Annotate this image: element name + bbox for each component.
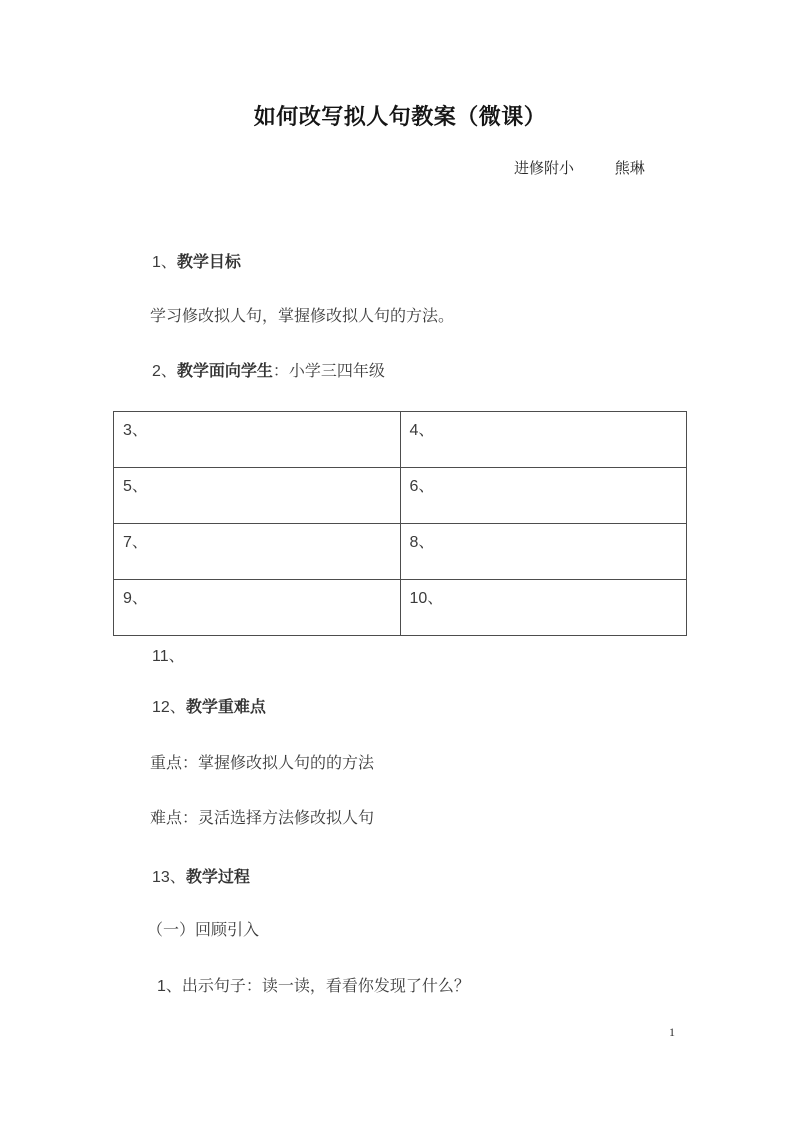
- heading-number: 2、: [152, 363, 177, 380]
- byline-author: 熊琳: [614, 161, 645, 177]
- heading-rest: ：小学三四年级: [272, 363, 385, 380]
- heading-text: 教学面向学生: [176, 363, 273, 380]
- table-row: [114, 412, 687, 468]
- byline: [514, 157, 645, 178]
- paragraph-difficult-point: 难点：灵活选择方法修改拟人句: [150, 810, 375, 827]
- table-cell-8: 8、: [400, 524, 687, 580]
- numbered-items-table: [113, 411, 687, 636]
- page-number: 1: [669, 1025, 675, 1039]
- heading-teaching-process: [152, 868, 250, 888]
- heading-text: 教学重难点: [185, 699, 266, 716]
- table-cell-5: 5、: [114, 468, 401, 524]
- heading-key-difficult-points: [152, 698, 266, 718]
- paragraph-key-point: 重点：掌握修改拟人句的的方法: [150, 755, 375, 772]
- document-title: 如何改写拟人句教案（微课）: [253, 104, 547, 129]
- heading-target-students: [152, 362, 385, 382]
- paragraph-item-11: 11、: [152, 648, 185, 665]
- table-cell-7: 7、: [114, 524, 401, 580]
- heading-number: 13、: [152, 869, 186, 886]
- heading-number: 12、: [152, 699, 186, 716]
- table-cell-10: 10、: [400, 580, 687, 636]
- heading-teaching-goal: [152, 253, 241, 273]
- paragraph-review-intro: （一）回顾引入: [147, 922, 260, 939]
- paragraph-show-sentence: 1、出示句子：读一读，看看你发现了什么？: [157, 978, 470, 995]
- table-cell-6: 6、: [400, 468, 687, 524]
- table-cell-3: 3、: [114, 412, 401, 468]
- heading-text: 教学过程: [185, 869, 250, 886]
- heading-number: 1、: [152, 254, 177, 271]
- heading-text: 教学目标: [176, 254, 241, 271]
- table-cell-4: 4、: [400, 412, 687, 468]
- paragraph-goal-body: 学习修改拟人句，掌握修改拟人句的方法。: [150, 308, 455, 325]
- table-row: [114, 524, 687, 580]
- byline-school: 进修附小: [514, 161, 575, 177]
- table-row: [114, 580, 687, 636]
- table-cell-9: 9、: [114, 580, 401, 636]
- table-row: [114, 468, 687, 524]
